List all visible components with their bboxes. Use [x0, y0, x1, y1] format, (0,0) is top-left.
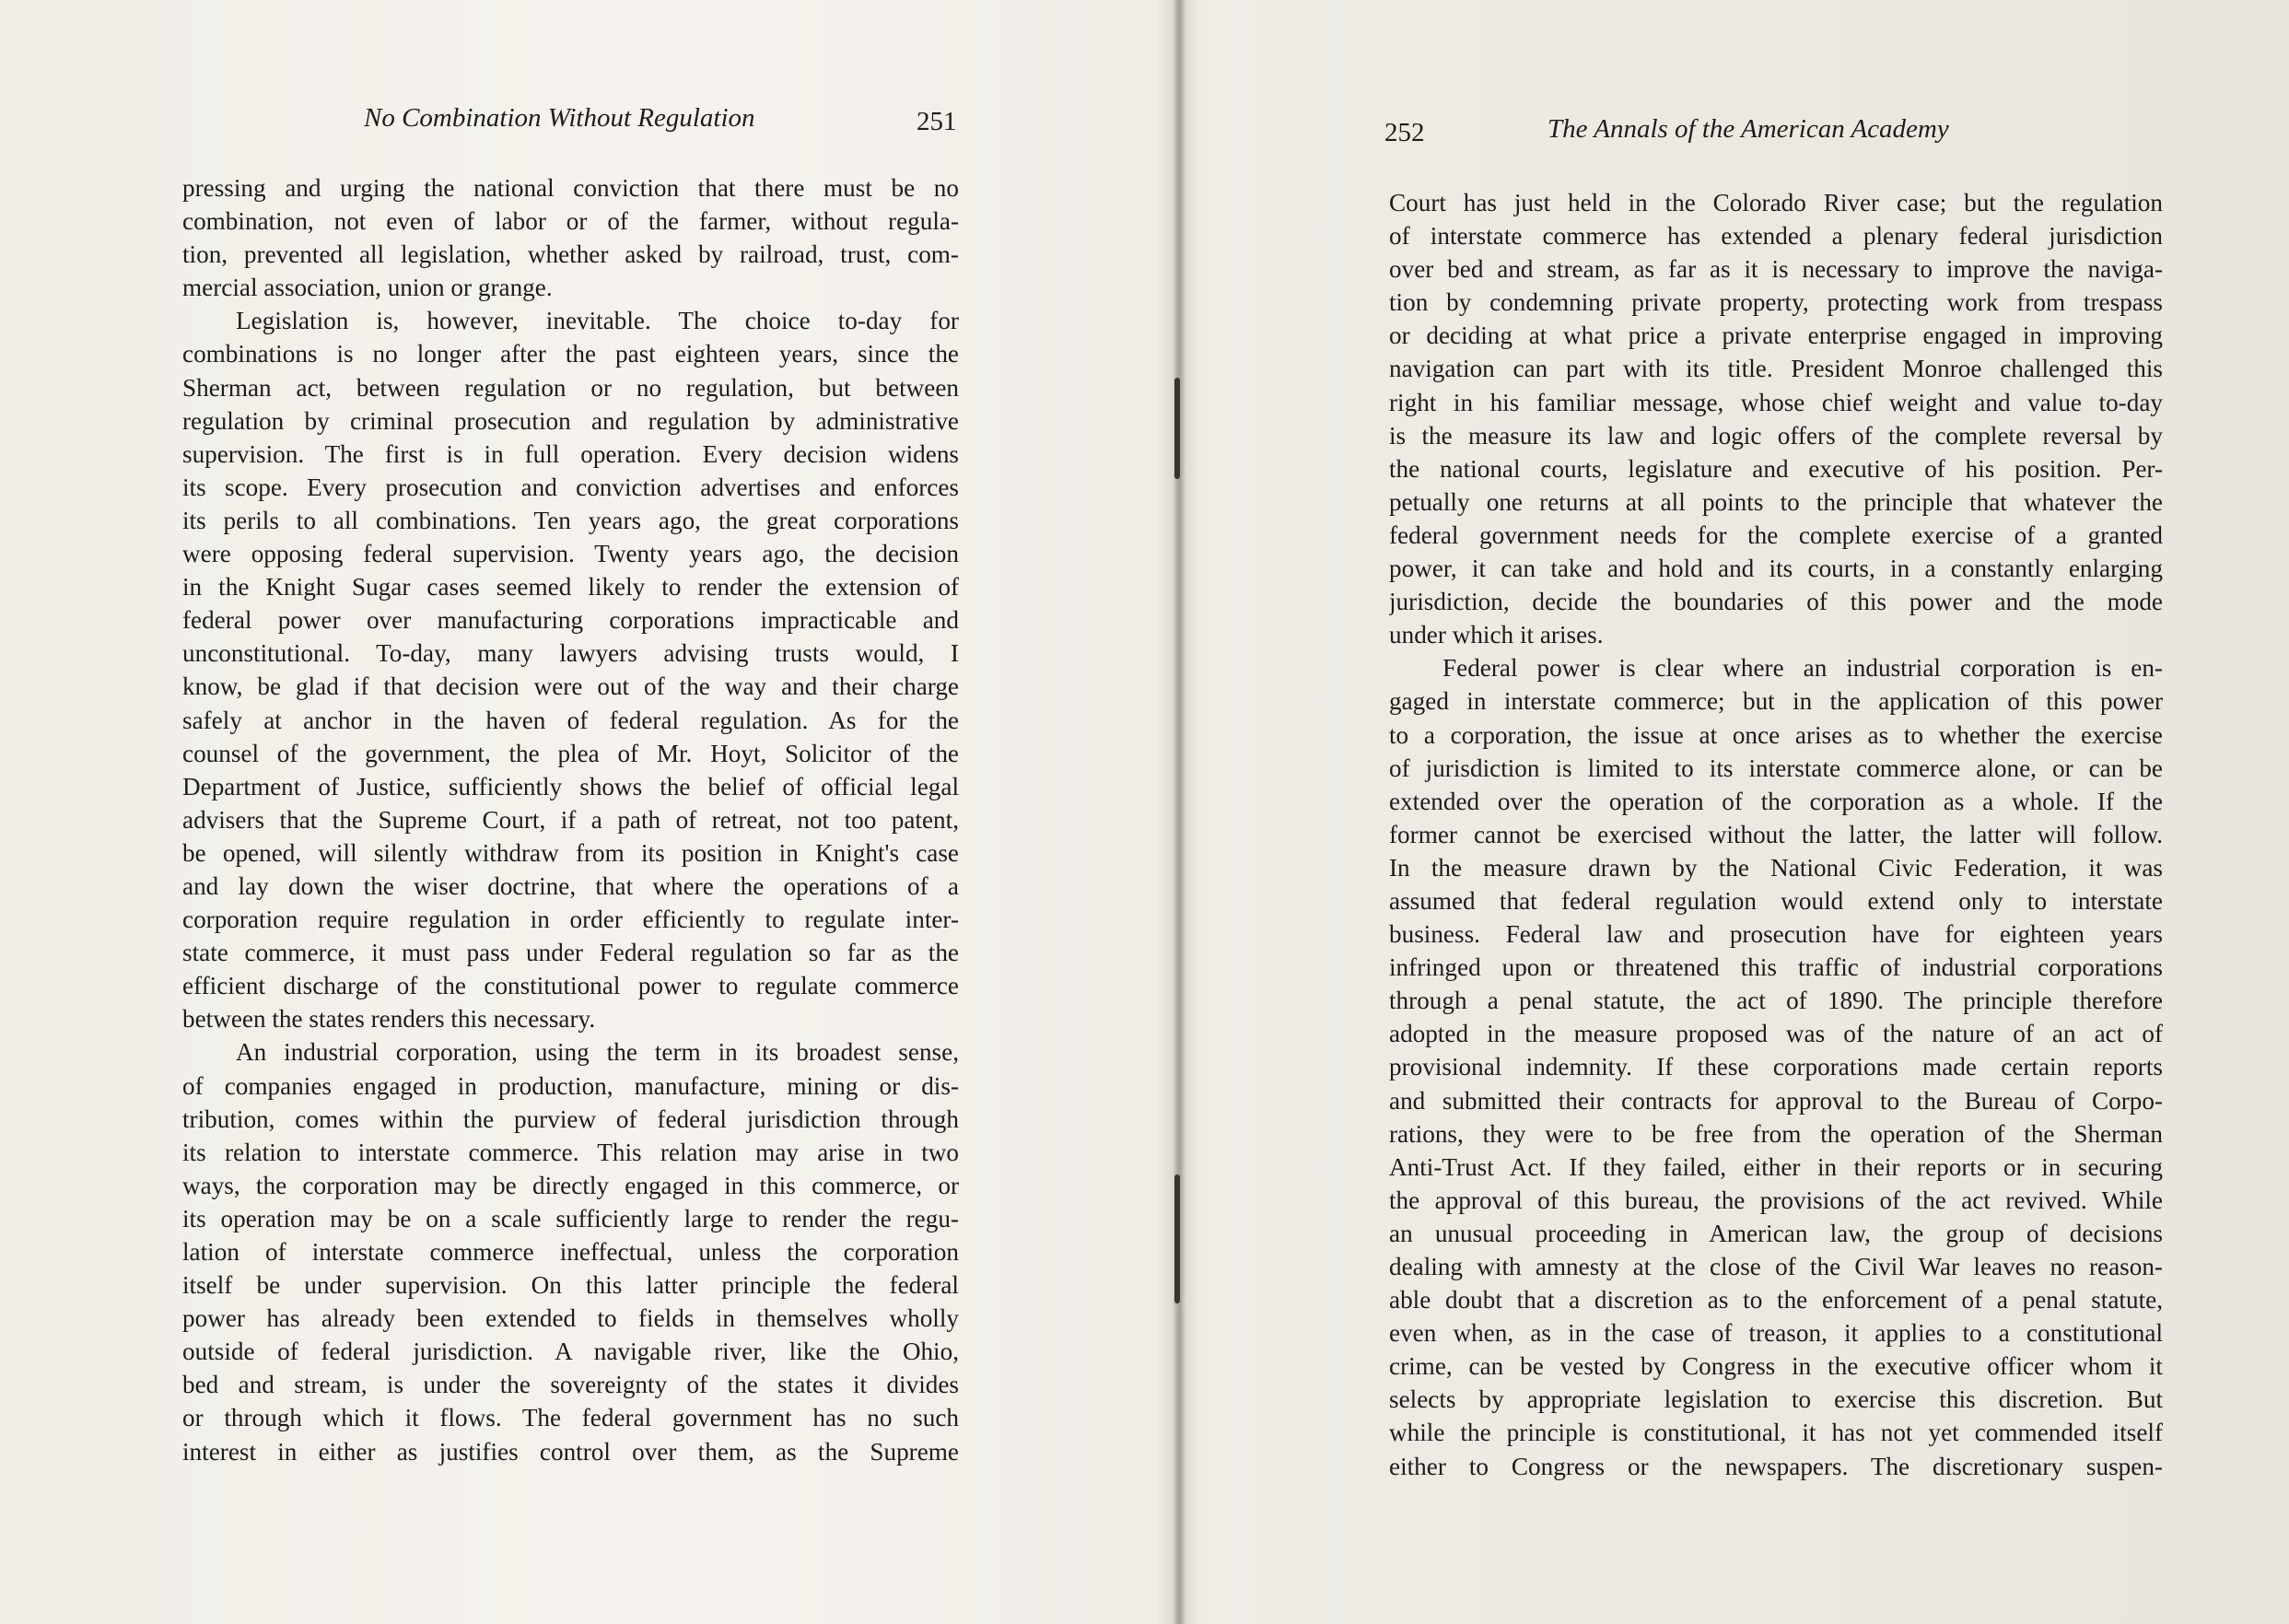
text-line: lation of interstate commerce ineffectual, unless the corporation: [182, 1238, 959, 1266]
text-line: were opposing federal supervision. Twenty years ago, the decision: [182, 540, 959, 568]
text-line: over bed and stream, as far as it is necessary to improve the naviga-: [1389, 255, 2163, 284]
text-line: In the measure drawn by the National Civic Federation, it was: [1389, 853, 2163, 882]
text-line: interest in either as justifies control over them, as the Supreme: [182, 1437, 959, 1466]
text-line: know, be glad if that decision were out of the way and their charge: [182, 672, 959, 701]
text-line: An industrial corporation, using the term in its broadest sense,: [236, 1038, 959, 1067]
text-line: and submitted their contracts for approval to the Bureau of Corpo-: [1389, 1086, 2163, 1115]
text-line: former cannot be exercised without the latter, the latter will follow.: [1389, 820, 2163, 848]
text-line: while the principle is constitutional, it has not yet commended itself: [1389, 1419, 2163, 1447]
text-line: Federal power is clear where an industrial corporation is en-: [1442, 654, 2163, 683]
text-line: Anti-Trust Act. If they failed, either in their reports or in securing: [1389, 1152, 2163, 1181]
text-line: and lay down the wiser doctrine, that where the operations of a: [182, 871, 959, 900]
text-line: power has already been extended to fields in themselves wholly: [182, 1304, 959, 1333]
body-text: [1389, 186, 2163, 1483]
text-line: adopted in the measure proposed was of the nature of an act of: [1389, 1020, 2163, 1048]
text-line: or deciding at what price a private enterprise engaged in improving: [1389, 321, 2163, 350]
text-line: petually one returns at all points to the principle that whatever the: [1389, 487, 2163, 516]
text-line: power, it can take and hold and its courts, in a constantly enlarging: [1389, 555, 2163, 583]
text-line: dealing with amnesty at the close of the Civil War leaves no reason-: [1389, 1253, 2163, 1280]
page-number: 251: [917, 107, 957, 136]
text-line: assumed that federal regulation would extend only to interstate: [1389, 886, 2163, 915]
text-line: state commerce, it must pass under Federal regulation so far as the: [182, 939, 959, 967]
text-line: unconstitutional. To-day, many lawyers advising trusts would, I: [182, 639, 959, 668]
text-line: an unusual proceeding in American law, the group of decisions: [1389, 1219, 2163, 1247]
text-line: bed and stream, is under the sovereignty of the states it divides: [182, 1371, 959, 1399]
text-line: outside of federal jurisdiction. A navigable river, like the Ohio,: [182, 1338, 959, 1366]
text-line: corporation require regulation in order efficiently to regulate inter-: [182, 905, 959, 934]
text-line: gaged in interstate commerce; but in the application of this power: [1389, 687, 2163, 716]
text-line: its operation may be on a scale sufficiently large to render the regu-: [182, 1204, 959, 1233]
text-line: supervision. The first is in full operation. Every decision widens: [182, 439, 959, 468]
text-line: Sherman act, between regulation or no regulation, but between: [182, 373, 959, 402]
text-line: rations, they were to be free from the operation of the Sherman: [1389, 1119, 2163, 1148]
page-number: 252: [1384, 118, 1425, 147]
text-line: combinations is no longer after the past eighteen years, since the: [182, 340, 959, 368]
text-line: mercial association, union or grange.: [182, 274, 553, 302]
text-line: counsel of the government, the plea of Mr. Hoyt, Solicitor of the: [182, 739, 959, 767]
text-line: its perils to all combinations. Ten years ago, the great corporations: [182, 506, 959, 534]
text-line: ways, the corporation may be directly engaged in this commerce, or: [182, 1171, 959, 1199]
text-line: tion, prevented all legislation, whether asked by railroad, trust, com-: [182, 240, 959, 269]
right-page: [1190, 0, 2289, 1624]
text-line: federal government needs for the complete exercise of a granted: [1389, 520, 2163, 549]
text-line: extended over the operation of the corporation as a whole. If the: [1389, 787, 2163, 815]
text-line: under which it arises.: [1389, 621, 1604, 649]
text-line: provisional indemnity. If these corporations made certain reports: [1389, 1053, 2163, 1081]
text-line: even when, as in the case of treason, it applies to a constitutional: [1389, 1319, 2163, 1348]
text-line: crime, can be vested by Congress in the executive officer whom it: [1389, 1352, 2163, 1381]
text-line: itself be under supervision. On this latter principle the federal: [182, 1271, 959, 1300]
text-line: its scope. Every prosecution and conviction advertises and enforces: [182, 473, 959, 501]
text-line: or through which it flows. The federal government has no such: [182, 1404, 959, 1432]
text-line: Legislation is, however, inevitable. The choice to-day for: [236, 307, 959, 335]
text-line: efficient discharge of the constitutional power to regulate commerce: [182, 972, 959, 1000]
text-line: is the measure its law and logic offers of the complete reversal by: [1389, 421, 2163, 450]
text-line: navigation can part with its title. President Monroe challenged this: [1389, 355, 2163, 383]
text-line: regulation by criminal prosecution and regulation by administrative: [182, 406, 959, 435]
text-line: pressing and urging the national conviction that there must be no: [182, 174, 959, 202]
running-head: No Combination Without Regulation: [364, 103, 755, 133]
text-line: of jurisdiction is limited to its interstate commerce alone, or can be: [1389, 754, 2163, 782]
text-line: tribution, comes within the purview of federal jurisdiction through: [182, 1104, 959, 1133]
text-line: be opened, will silently withdraw from its position in Knight's case: [182, 838, 959, 867]
text-line: of companies engaged in production, manufacture, mining or dis-: [182, 1071, 959, 1100]
text-line: able doubt that a discretion as to the enforcement of a penal statute,: [1389, 1286, 2163, 1314]
text-line: of interstate commerce has extended a plenary federal jurisdiction: [1389, 222, 2163, 251]
text-line: either to Congress or the newspapers. The discretionary suspen-: [1389, 1452, 2163, 1480]
text-line: Court has just held in the Colorado River case; but the regulation: [1389, 189, 2163, 216]
binding-thread: [1174, 378, 1180, 479]
running-head: The Annals of the American Academy: [1547, 114, 1949, 144]
text-line: jurisdiction, decide the boundaries of this power and the mode: [1389, 588, 2163, 616]
text-line: federal power over manufacturing corporations impracticable and: [182, 606, 959, 635]
text-line: in the Knight Sugar cases seemed likely to render the extension of: [182, 573, 959, 602]
text-line: between the states renders this necessary.: [182, 1005, 596, 1034]
text-line: the national courts, legislature and executive of his position. Per-: [1389, 454, 2163, 483]
text-line: to a corporation, the issue at once arises as to whether the exercise: [1389, 720, 2163, 749]
text-line: safely at anchor in the haven of federal regulation. As for the: [182, 706, 959, 734]
text-line: infringed upon or threatened this traffic of industrial corporations: [1389, 953, 2163, 982]
text-line: its relation to interstate commerce. This relation may arise in two: [182, 1138, 959, 1166]
text-line: right in his familiar message, whose chief weight and value to-day: [1389, 388, 2163, 416]
text-line: Department of Justice, sufficiently shows the belief of official legal: [182, 772, 959, 800]
text-line: through a penal statute, the act of 1890. The principle therefore: [1389, 987, 2163, 1015]
text-line: the approval of this bureau, the provisions of the act revived. While: [1389, 1186, 2163, 1214]
binding-thread: [1174, 1174, 1180, 1303]
text-line: tion by condemning private property, protecting work from trespass: [1389, 288, 2163, 317]
text-line: advisers that the Supreme Court, if a path of retreat, not too patent,: [182, 805, 959, 834]
body-text: [182, 171, 959, 1468]
text-line: combination, not even of labor or of the farmer, without regula-: [182, 207, 959, 236]
text-line: selects by appropriate legislation to exercise this discretion. But: [1389, 1385, 2163, 1414]
text-line: business. Federal law and prosecution have for eighteen years: [1389, 920, 2163, 949]
